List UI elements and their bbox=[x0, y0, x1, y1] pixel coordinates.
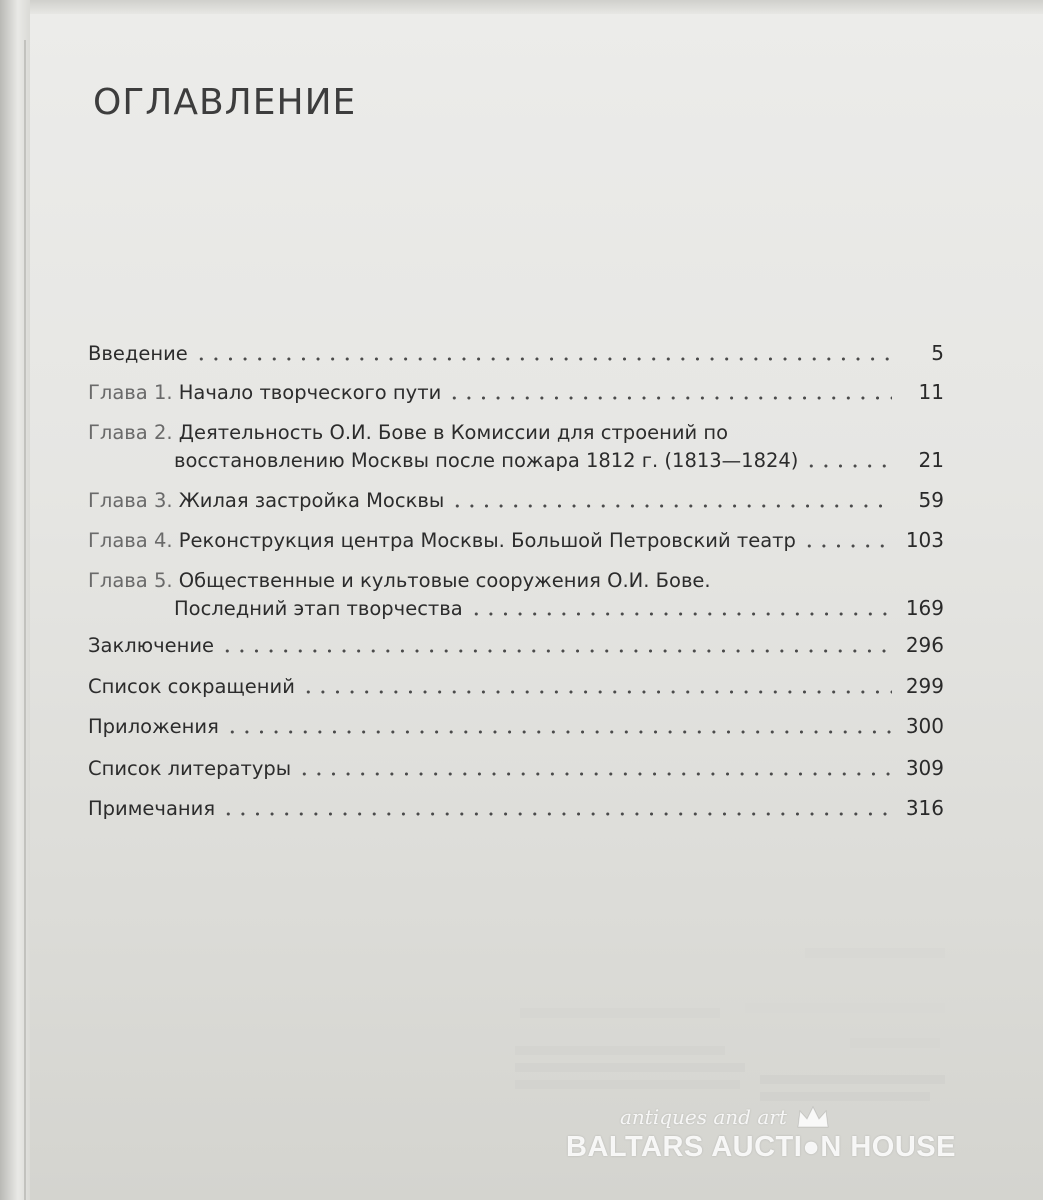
toc-page-number: 309 bbox=[905, 756, 944, 780]
toc-entry-conclusion bbox=[88, 634, 944, 657]
toc-leader-dots bbox=[194, 356, 892, 362]
toc-entry-chapter-4 bbox=[88, 529, 944, 552]
toc-entry-notes bbox=[88, 797, 944, 820]
toc-entry-abbreviations bbox=[88, 675, 944, 698]
toc-entry-chapter-5 bbox=[88, 569, 944, 620]
toc-entry-title: Список литературы bbox=[88, 757, 292, 780]
toc-leader-dots bbox=[469, 611, 892, 617]
toc-entry-bibliography bbox=[88, 757, 944, 780]
toc-entry-title: Реконструкция центра Москвы. Большой Петровский театр bbox=[178, 529, 796, 552]
chapter-prefix: Глава 5. bbox=[88, 569, 173, 592]
toc-page-number: 316 bbox=[905, 796, 944, 820]
toc-entry-chapter-2 bbox=[88, 421, 944, 472]
toc-page-number: 21 bbox=[918, 448, 944, 472]
toc-entry-introduction bbox=[88, 342, 944, 365]
spine-fold-line bbox=[24, 40, 26, 1200]
toc-leader-dots bbox=[804, 463, 892, 469]
toc-page-number: 169 bbox=[905, 596, 944, 620]
toc-leader-dots bbox=[447, 395, 892, 401]
toc-leader-dots bbox=[297, 771, 892, 777]
toc-entry-title-continued: Последний этап творчества bbox=[174, 597, 463, 620]
page-title: ОГЛАВЛЕНИЕ bbox=[93, 82, 357, 123]
page-top-edge bbox=[0, 0, 1043, 14]
chapter-prefix: Глава 3. bbox=[88, 489, 173, 512]
chapter-prefix: Глава 4. bbox=[88, 529, 173, 552]
toc-leader-dots bbox=[220, 648, 892, 654]
toc-leader-dots bbox=[301, 689, 892, 695]
toc-entry-title: Список сокращений bbox=[88, 675, 295, 698]
auction-house-watermark bbox=[560, 1105, 980, 1185]
toc-leader-dots bbox=[221, 811, 892, 817]
toc-page-number: 103 bbox=[905, 528, 944, 552]
toc-page-number: 300 bbox=[905, 714, 944, 738]
chapter-prefix: Глава 1. bbox=[88, 381, 173, 404]
toc-entry-title: Общественные и культовые сооружения О.И. Бове. bbox=[178, 569, 711, 592]
chapter-prefix: Глава 2. bbox=[88, 421, 173, 444]
toc-leader-dots bbox=[802, 543, 892, 549]
watermark-tagline: antiques and art bbox=[620, 1105, 787, 1129]
toc-entry-title-continued: восстановлению Москвы после пожара 1812 г. (1813—1824) bbox=[174, 449, 799, 472]
crown-icon bbox=[795, 1105, 831, 1131]
toc-page-number: 11 bbox=[918, 380, 944, 404]
toc-page-number: 296 bbox=[905, 633, 944, 657]
toc-leader-dots bbox=[450, 503, 892, 509]
toc-entry-appendices bbox=[88, 715, 944, 738]
toc-page-number: 5 bbox=[931, 341, 944, 365]
toc-page-number: 59 bbox=[918, 488, 944, 512]
toc-entry-title: Начало творческого пути bbox=[178, 381, 442, 404]
toc-leader-dots bbox=[225, 729, 892, 735]
toc-entry-title: Примечания bbox=[88, 797, 216, 820]
toc-entry-title: Деятельность О.И. Бове в Комиссии для строений по bbox=[178, 421, 729, 444]
toc-page-number: 299 bbox=[905, 674, 944, 698]
toc-entry-title: Введение bbox=[88, 342, 188, 365]
toc-entry-chapter-3 bbox=[88, 489, 944, 512]
toc-entry-chapter-1 bbox=[88, 381, 944, 404]
toc-entry-title: Жилая застройка Москвы bbox=[178, 489, 445, 512]
toc-entry-title: Заключение bbox=[88, 634, 215, 657]
watermark-brand-name: BALTARS AUCTI●N HOUSE bbox=[566, 1131, 956, 1163]
toc-entry-title: Приложения bbox=[88, 715, 219, 738]
